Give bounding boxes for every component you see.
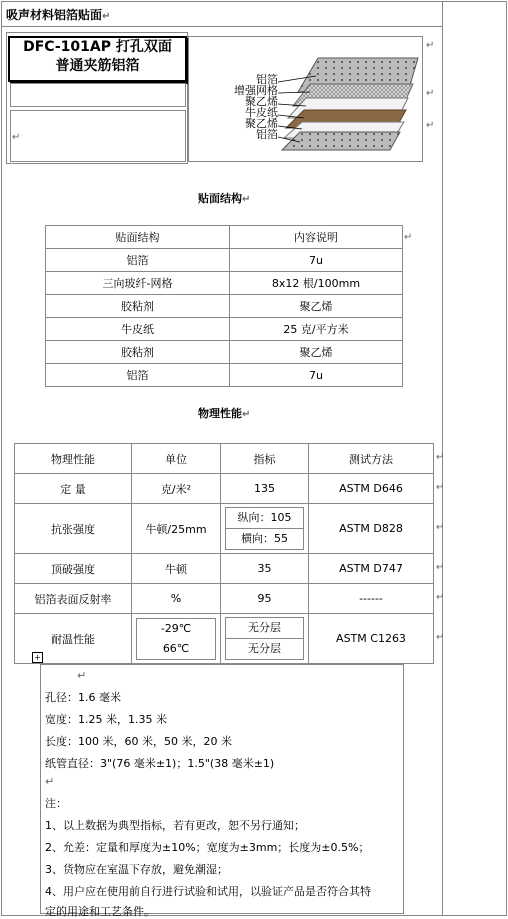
note-line: 纸管直径：3"(76 毫米±1)；1.5"(38 毫米±1) bbox=[45, 757, 275, 770]
table-header-row bbox=[46, 226, 403, 249]
physical-section-title: 物理性能↵ bbox=[198, 407, 251, 420]
note-line: 注： bbox=[45, 797, 67, 810]
column-header: 物理性能 bbox=[15, 444, 132, 474]
table-cell-split bbox=[221, 504, 309, 554]
sub-cell-value: -29℃ bbox=[160, 621, 192, 635]
structure-table bbox=[45, 225, 403, 387]
table-row bbox=[15, 504, 434, 554]
paragraph-mark: ↵ bbox=[436, 482, 445, 493]
note-line: 2、允差：定量和厚度为±10%；宽度为±3mm；长度为±0.5%； bbox=[45, 841, 370, 854]
table-cell: 克/米² bbox=[132, 474, 221, 504]
table-cell-split bbox=[221, 614, 309, 664]
table-cell: ASTM D646 bbox=[309, 474, 434, 504]
paragraph-mark: ↵ bbox=[404, 232, 413, 243]
column-header: 指标 bbox=[221, 444, 309, 474]
table-cell-split bbox=[132, 614, 221, 664]
table-cell: % bbox=[132, 584, 221, 614]
table-cell: 聚乙烯 bbox=[230, 341, 403, 364]
table-cell: 牛顿 bbox=[132, 554, 221, 584]
table-cell: 8x12 根/100mm bbox=[230, 272, 403, 295]
product-blank-cell bbox=[10, 83, 186, 107]
table-cell: 7u bbox=[230, 249, 403, 272]
column-header: 测试方法 bbox=[309, 444, 434, 474]
table-cell: 牛皮纸 bbox=[46, 318, 230, 341]
table-cell: 95 bbox=[221, 584, 309, 614]
note-line: 宽度：1.25 米，1.35 米 bbox=[45, 713, 167, 726]
column-header: 内容说明 bbox=[230, 226, 403, 249]
table-cell: 铝箔表面反射率 bbox=[15, 584, 132, 614]
header-divider bbox=[1, 26, 443, 27]
sub-cell-value: 横向：55 bbox=[241, 532, 288, 545]
column-header: 单位 bbox=[132, 444, 221, 474]
table-row bbox=[15, 614, 434, 664]
table-cell: ASTM D828 bbox=[309, 504, 434, 554]
paragraph-mark: ↵ bbox=[426, 40, 435, 51]
table-cell: 7u bbox=[230, 364, 403, 387]
table-cell: 胶粘剂 bbox=[46, 341, 230, 364]
right-column bbox=[443, 1, 507, 916]
product-name-line1: DFC-101AP 打孔双面 bbox=[23, 39, 172, 55]
layer-label: 聚乙烯 bbox=[245, 117, 278, 130]
sub-cell-value: 纵向：105 bbox=[226, 508, 303, 529]
product-name-box bbox=[8, 36, 187, 82]
table-cell: 聚乙烯 bbox=[230, 295, 403, 318]
layer-label: 铝箔 bbox=[256, 73, 278, 86]
table-cell: ------ bbox=[309, 584, 434, 614]
table-header-row bbox=[15, 444, 434, 474]
paragraph-mark: ↵ bbox=[77, 669, 87, 682]
table-cell: 铝箔 bbox=[46, 364, 230, 387]
sub-cell bbox=[225, 507, 304, 550]
table-row bbox=[15, 474, 434, 504]
structure-section-title: 贴面结构↵ bbox=[198, 192, 251, 205]
note-line: 长度：100 米，60 米，50 米，20 米 bbox=[45, 735, 232, 748]
table-cell: 牛顿/25mm bbox=[132, 504, 221, 554]
paragraph-mark: ↵ bbox=[436, 632, 445, 643]
sub-cell bbox=[225, 617, 304, 660]
layer-diagram bbox=[188, 36, 423, 162]
note-line: 孔径：1.6 毫米 bbox=[45, 691, 121, 704]
paragraph-mark: ↵ bbox=[12, 132, 21, 143]
table-row bbox=[46, 272, 403, 295]
paragraph-mark: ↵ bbox=[436, 592, 445, 603]
layer-label: 聚乙烯 bbox=[245, 95, 278, 108]
column-header: 贴面结构 bbox=[46, 226, 230, 249]
product-name-line2: 普通夹筋铝箔 bbox=[55, 58, 140, 74]
sub-cell bbox=[136, 618, 216, 660]
note-line: 3、货物应在室温下存放，避免潮湿； bbox=[45, 863, 228, 876]
table-row bbox=[46, 341, 403, 364]
table-row bbox=[46, 318, 403, 341]
physical-table bbox=[14, 443, 434, 664]
table-row bbox=[46, 364, 403, 387]
note-line: 1、以上数据为典型指标，若有更改，恕不另行通知； bbox=[45, 819, 305, 832]
table-cell: 胶粘剂 bbox=[46, 295, 230, 318]
layer-label: 铝箔 bbox=[256, 128, 278, 141]
layer-label: 增强网格 bbox=[234, 84, 278, 97]
sub-cell-value: 无分层 bbox=[226, 618, 303, 639]
paragraph-mark: ↵ bbox=[436, 452, 445, 463]
table-cell: 耐温性能 bbox=[15, 614, 132, 664]
table-cell: 135 bbox=[221, 474, 309, 504]
table-row bbox=[46, 249, 403, 272]
paragraph-mark: ↵ bbox=[45, 775, 55, 788]
table-cell: 25 克/平方米 bbox=[230, 318, 403, 341]
paragraph-mark: ↵ bbox=[426, 88, 435, 99]
notes-box bbox=[40, 664, 404, 918]
table-row bbox=[46, 295, 403, 318]
table-cell: 35 bbox=[221, 554, 309, 584]
note-line: 定的用途和工艺条件。 bbox=[45, 905, 155, 918]
table-row bbox=[15, 554, 434, 584]
paragraph-mark: ↵ bbox=[436, 522, 445, 533]
note-line: 4、用户应在使用前自行进行试验和试用，以验证产品是否符合其特 bbox=[45, 885, 371, 898]
table-cell: ASTM D747 bbox=[309, 554, 434, 584]
table-move-handle[interactable]: + bbox=[32, 652, 43, 663]
table-cell: 顶破强度 bbox=[15, 554, 132, 584]
sub-cell-value: 无分层 bbox=[248, 642, 281, 655]
layer-label: 牛皮纸 bbox=[245, 106, 278, 119]
table-cell: 三向玻纤-网格 bbox=[46, 272, 230, 295]
table-row bbox=[15, 584, 434, 614]
table-cell: 铝箔 bbox=[46, 249, 230, 272]
table-cell: ASTM C1263 bbox=[309, 614, 434, 664]
product-blank-cell-2 bbox=[10, 110, 186, 162]
table-cell: 定 量 bbox=[15, 474, 132, 504]
table-cell: 抗张强度 bbox=[15, 504, 132, 554]
page-title: 吸声材料铝箔贴面↵ bbox=[6, 8, 111, 22]
sub-cell-value: 66℃ bbox=[162, 641, 190, 655]
paragraph-mark: ↵ bbox=[436, 562, 445, 573]
layer-labels bbox=[228, 74, 278, 140]
paragraph-mark: ↵ bbox=[426, 120, 435, 131]
